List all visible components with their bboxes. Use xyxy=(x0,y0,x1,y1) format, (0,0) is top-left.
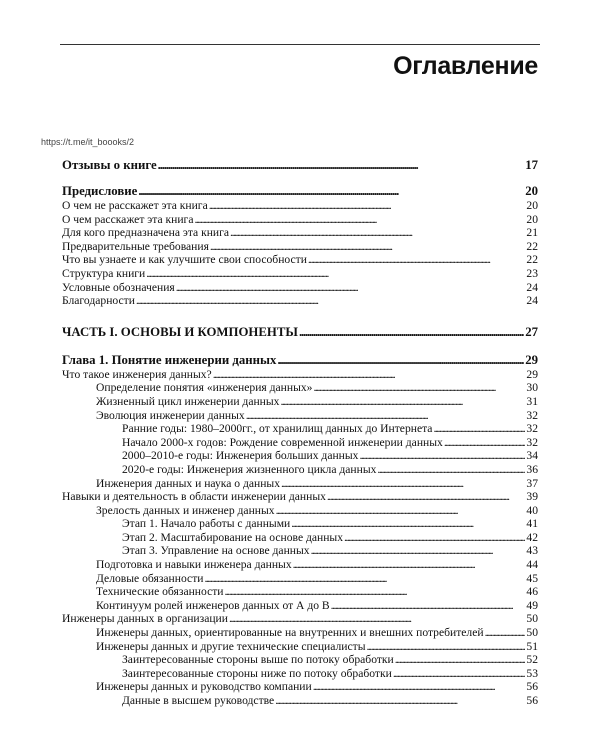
toc-entry[interactable] xyxy=(62,353,538,368)
toc-entry[interactable] xyxy=(62,558,538,572)
toc-entry[interactable] xyxy=(62,158,538,173)
toc-entry-page: 46 xyxy=(526,585,538,599)
toc-entry-page: 43 xyxy=(526,544,538,558)
toc-entry-page: 50 xyxy=(526,626,538,640)
dot-leader xyxy=(291,517,525,531)
toc-entry[interactable] xyxy=(62,226,538,240)
dot-leader xyxy=(433,422,525,436)
dot-leader xyxy=(293,558,526,572)
toc-entry-title: Данные в высшем руководстве xyxy=(122,694,275,707)
toc-entry-title: Для кого предназначена эта книга xyxy=(62,226,230,240)
dot-leader xyxy=(138,184,524,199)
dot-leader xyxy=(230,226,525,240)
dot-leader xyxy=(393,667,526,681)
toc-entry-page: 20 xyxy=(526,199,538,212)
toc-entry[interactable] xyxy=(62,517,538,531)
toc-entry-page: 39 xyxy=(526,490,538,504)
toc-entry-title: Навыки и деятельность в области инженерии данных xyxy=(62,490,326,504)
toc-entry-page: 36 xyxy=(526,462,538,476)
toc-entry-page: 29 xyxy=(525,352,538,367)
toc-entry-page: 24 xyxy=(526,294,538,308)
toc-entry-title: Предварительные требования xyxy=(62,239,209,253)
toc-entry-page: 52 xyxy=(526,653,538,667)
toc-entry-page: 50 xyxy=(526,612,538,626)
dot-leader xyxy=(327,490,526,504)
toc-entry-page: 22 xyxy=(526,239,538,253)
toc-entry[interactable] xyxy=(62,599,538,613)
dot-leader xyxy=(229,612,525,626)
dot-leader xyxy=(308,253,526,267)
toc-entry[interactable] xyxy=(62,381,538,395)
toc-entry[interactable] xyxy=(62,626,538,640)
toc-entry-page: 44 xyxy=(526,558,538,572)
toc-entry-title: Структура книги xyxy=(62,266,146,280)
toc-entry-page: 27 xyxy=(525,324,538,339)
dot-leader xyxy=(299,325,524,340)
toc-entry[interactable] xyxy=(62,572,538,586)
toc-entry-page: 22 xyxy=(526,253,538,267)
toc-entry-page: 17 xyxy=(525,158,538,172)
toc-entry-title: Деловые обязанности xyxy=(96,571,204,585)
dot-leader xyxy=(395,653,526,667)
toc-entry[interactable] xyxy=(62,531,538,545)
dot-leader xyxy=(158,158,525,173)
toc-entry[interactable] xyxy=(62,213,538,227)
header-rule xyxy=(60,44,540,45)
toc-entry[interactable] xyxy=(62,436,538,450)
toc-entry-title: Заинтересованные стороны выше по потоку обработки xyxy=(122,653,394,667)
toc-entry-page: 23 xyxy=(526,266,538,280)
dot-leader xyxy=(485,626,526,640)
dot-leader xyxy=(225,585,526,599)
source-url: https://t.me/it_boooks/2 xyxy=(41,137,135,147)
toc-entry[interactable] xyxy=(62,544,538,558)
toc-entry-title: Глава 1. Понятие инженерии данных xyxy=(62,352,277,367)
toc-entry[interactable] xyxy=(62,422,538,436)
toc-entry-title: Ранние годы: 1980–2000гг., от хранилищ данных до Интернета xyxy=(122,422,433,436)
toc-entry[interactable] xyxy=(62,253,538,267)
dot-leader xyxy=(313,680,526,694)
toc-entry-title: Инженеры данных в организации xyxy=(62,612,228,626)
toc-entry-title: Этап 2. Масштабирование на основе данных xyxy=(122,530,344,544)
toc-entry[interactable] xyxy=(62,281,538,295)
toc-entry[interactable] xyxy=(62,490,538,504)
toc-entry-page: 24 xyxy=(526,280,538,294)
toc-entry-page: 29 xyxy=(526,367,538,381)
toc-entry-title: О чем не расскажет эта книга xyxy=(62,199,208,212)
toc-entry-title: Условные обозначения xyxy=(62,280,175,294)
toc-entry[interactable] xyxy=(62,477,538,491)
toc-entry-title: Отзывы о книге xyxy=(62,158,157,172)
toc-entry[interactable] xyxy=(62,585,538,599)
toc-entry[interactable] xyxy=(62,667,538,681)
dot-leader xyxy=(276,504,526,518)
toc-entry[interactable] xyxy=(62,504,538,518)
dot-leader xyxy=(136,294,525,308)
toc-entry-title: Жизненный цикл инженерии данных xyxy=(96,394,280,408)
toc-entry-page: 56 xyxy=(526,694,538,707)
toc-entry-title: Определение понятия «инженерия данных» xyxy=(96,381,313,395)
toc-entry-title: Начало 2000-х годов: Рождение современной инженерии данных xyxy=(122,435,443,449)
toc-entry-page: 30 xyxy=(526,381,538,395)
toc-entry[interactable] xyxy=(62,409,538,423)
toc-entry-title: Континуум ролей инженеров данных от А до В xyxy=(96,598,330,612)
toc-entry-page: 32 xyxy=(526,408,538,422)
toc-entry-title: Зрелость данных и инженер данных xyxy=(96,503,275,517)
toc-entry[interactable] xyxy=(62,653,538,667)
toc-entry-title: Этап 3. Управление на основе данных xyxy=(122,544,310,558)
dot-leader xyxy=(194,213,525,227)
toc-entry-title: Технические обязанности xyxy=(96,585,224,599)
dot-leader xyxy=(444,436,526,450)
toc-entry-title: Что вы узнаете и как улучшите свои способности xyxy=(62,253,307,267)
toc-entry-title: Инженерия данных и наука о данных xyxy=(96,476,280,490)
toc-entry-page: 56 xyxy=(526,680,538,694)
toc-entry-page: 20 xyxy=(525,184,538,198)
toc-entry-title: О чем расскажет эта книга xyxy=(62,212,194,226)
toc-entry-title: 2000–2010-е годы: Инженерия больших данных xyxy=(122,449,359,463)
dot-leader xyxy=(313,381,525,395)
dot-leader xyxy=(275,694,525,708)
toc-entry-page: 45 xyxy=(526,571,538,585)
toc-entry-page: 49 xyxy=(526,598,538,612)
dot-leader xyxy=(344,531,525,545)
dot-leader xyxy=(210,240,525,254)
toc-entry-title: Благодарности xyxy=(62,294,135,308)
toc-entry[interactable] xyxy=(62,184,538,199)
toc-entry[interactable] xyxy=(62,267,538,281)
toc-entry-title: Что такое инженерия данных? xyxy=(62,367,212,381)
toc-entry-title: Предисловие xyxy=(62,184,138,198)
toc-entry[interactable] xyxy=(62,640,538,654)
toc-entry-title: 2020-е годы: Инженерия жизненного цикла данных xyxy=(122,462,377,476)
dot-leader xyxy=(331,599,526,613)
toc-entry[interactable] xyxy=(62,294,538,308)
toc-entry-title: Подготовка и навыки инженера данных xyxy=(96,558,292,572)
toc-entry-page: 42 xyxy=(526,530,538,544)
toc-entry-title: Инженеры данных и другие технические специалисты xyxy=(96,639,366,653)
toc-entry[interactable] xyxy=(62,199,538,213)
toc-entry[interactable] xyxy=(62,694,538,708)
toc-entry-page: 51 xyxy=(526,639,538,653)
toc-entry-title: Этап 1. Начало работы с данными xyxy=(122,517,291,531)
toc-entry-page: 31 xyxy=(526,394,538,408)
dot-leader xyxy=(311,544,526,558)
toc-entry[interactable] xyxy=(62,325,538,340)
toc-entry-page: 32 xyxy=(526,435,538,449)
toc-entry-title: Инженеры данных, ориентированные на внутренних и внешних потребителей xyxy=(96,626,484,640)
toc-entry-page: 53 xyxy=(526,666,538,680)
dot-leader xyxy=(213,368,526,382)
dot-leader xyxy=(146,267,525,281)
toc-entry-page: 37 xyxy=(526,476,538,490)
toc-entry[interactable] xyxy=(62,240,538,254)
toc-entry[interactable] xyxy=(62,680,538,694)
page-title: Оглавление xyxy=(393,52,538,80)
toc-entry[interactable] xyxy=(62,449,538,463)
dot-leader xyxy=(204,572,525,586)
toc-entry-title: Инженеры данных и руководство компании xyxy=(96,680,312,694)
toc-entry-page: 21 xyxy=(526,226,538,240)
toc-entry-title: Заинтересованные стороны ниже по потоку обработки xyxy=(122,666,392,680)
dot-leader xyxy=(176,281,526,295)
dot-leader xyxy=(280,395,525,409)
dot-leader xyxy=(367,640,526,654)
toc-entry[interactable] xyxy=(62,395,538,409)
toc-entry-page: 32 xyxy=(526,422,538,436)
dot-leader xyxy=(209,199,526,213)
toc-entry[interactable] xyxy=(62,612,538,626)
table-of-contents xyxy=(62,158,538,708)
toc-entry-page: 40 xyxy=(526,503,538,517)
dot-leader xyxy=(281,477,525,491)
toc-entry-page: 20 xyxy=(526,212,538,226)
toc-entry[interactable] xyxy=(62,463,538,477)
toc-entry-page: 41 xyxy=(526,517,538,531)
dot-leader xyxy=(377,463,525,477)
toc-entry-title: ЧАСТЬ I. ОСНОВЫ И КОМПОНЕНТЫ xyxy=(62,324,298,339)
toc-entry-page: 34 xyxy=(526,449,538,463)
dot-leader xyxy=(277,353,524,368)
toc-entry-title: Эволюция инженерии данных xyxy=(96,408,245,422)
toc-entry[interactable] xyxy=(62,368,538,382)
dot-leader xyxy=(246,409,526,423)
dot-leader xyxy=(359,449,525,463)
